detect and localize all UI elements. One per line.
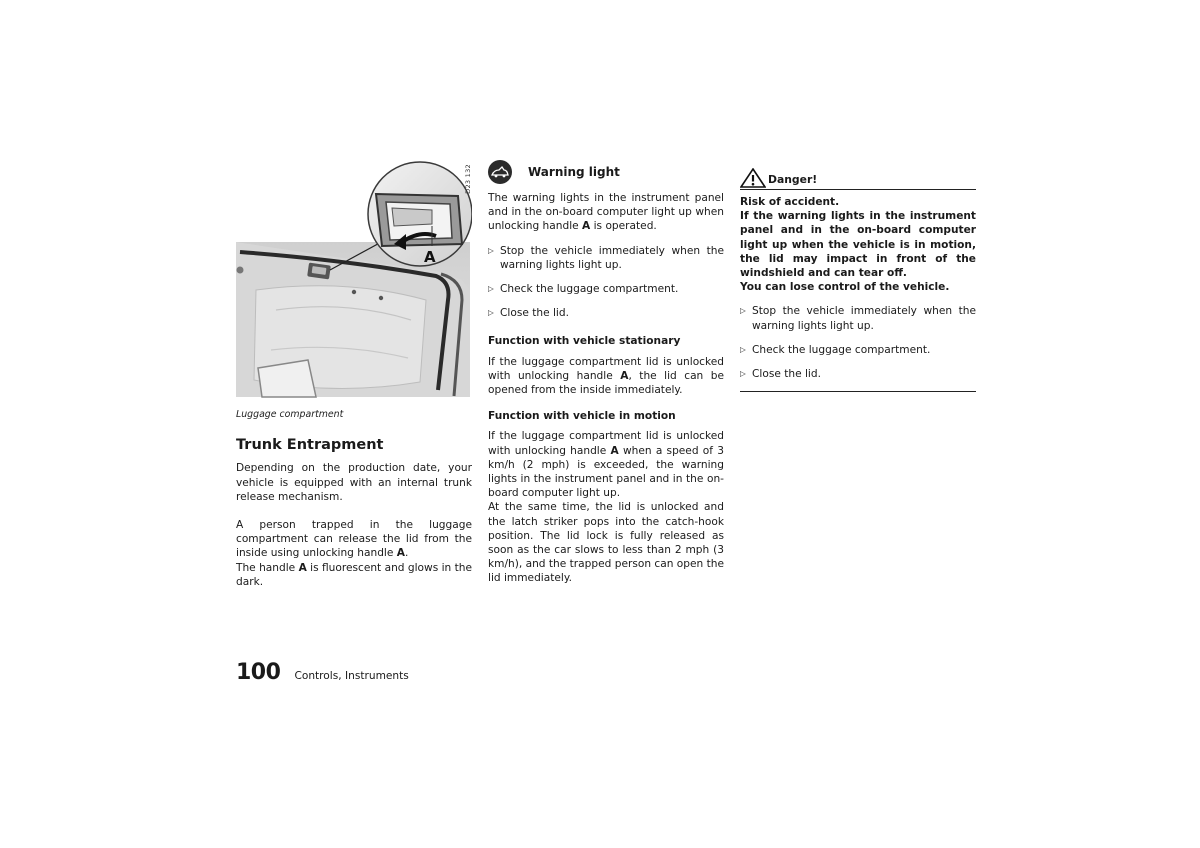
middle-column (488, 160, 724, 586)
danger-body (740, 195, 976, 294)
list-item: ▷ Stop the vehicle immediately when the warning lights light up. (740, 305, 976, 332)
warning-triangle-icon (740, 168, 766, 188)
warning-steps (488, 244, 724, 321)
list-item: ▷ Close the lid. (488, 307, 569, 320)
triangle-bullet-icon: ▷ (488, 245, 494, 255)
triangle-bullet-icon: ▷ (488, 284, 494, 294)
danger-line-1: Risk of accident. (740, 196, 840, 208)
handle-label-a: A (424, 248, 436, 266)
motion-paragraph-1: If the luggage compartment lid is unlocked with unlocking handle A when a speed of 3 km/h (2 mph) is exceeded, the warning lights in the instrument panel and in the on-board computer light up. (488, 430, 724, 500)
list-item: ▷ Stop the vehicle immediately when the warning lights light up. (488, 244, 724, 271)
warning-light-title: Warning light (528, 164, 620, 179)
figure-caption: Luggage compartment (236, 409, 344, 420)
list-item: ▷ Close the lid. (740, 368, 821, 381)
page-number: 100 (236, 660, 281, 685)
luggage-compartment-illustration (236, 160, 472, 398)
list-item: ▷ Check the luggage compartment. (488, 283, 679, 296)
triangle-bullet-icon: ▷ (740, 369, 746, 379)
page-footer (236, 660, 409, 685)
motion-paragraph-2: At the same time, the lid is unlocked and the latch striker pops into the catch-hook position. The lid lock is fully released as soon as the car slows to less than 2 mph (3 km/h), and the trapped person can open the lid immediately. (488, 501, 724, 585)
trunk-paragraph-2: A person trapped in the luggage compartment can release the lid from the inside using unlocking handle A. (236, 519, 472, 560)
trunk-open-warning-icon (488, 160, 512, 184)
triangle-bullet-icon: ▷ (740, 344, 746, 354)
motion-heading: Function with vehicle in motion (488, 410, 676, 423)
danger-title: Danger! (768, 173, 818, 186)
trunk-paragraph-3: The handle A is fluorescent and glows in the dark. (236, 561, 473, 588)
right-column (740, 160, 976, 392)
stationary-paragraph: If the luggage compartment lid is unlocked with unlocking handle A, the lid can be opened from the inside immediately. (488, 355, 724, 397)
danger-header (740, 160, 976, 190)
section-title: Trunk Entrapment (236, 437, 384, 454)
trunk-paragraph-1: Depending on the production date, your vehicle is equipped with an internal trunk release mechanism. (236, 462, 472, 503)
danger-steps (740, 304, 976, 381)
danger-bottom-rule (740, 381, 976, 392)
luggage-compartment-figure (236, 160, 472, 398)
warning-paragraph: The warning lights in the instrument panel and in the on-board computer light up when unlocking handle A is operated. (488, 192, 724, 233)
danger-line-2: If the warning lights in the instrument panel and in the on-board computer light up when the vehicle is in motion, the lid may impact in front of the windshield and can tear off. (740, 210, 976, 280)
figure-code: D23 132 (464, 164, 472, 194)
triangle-bullet-icon: ▷ (488, 308, 494, 318)
left-column (236, 160, 472, 589)
section-name: Controls, Instruments (294, 670, 409, 682)
triangle-bullet-icon: ▷ (740, 306, 746, 316)
list-item: ▷ Check the luggage compartment. (740, 343, 931, 356)
danger-line-3: You can lose control of the vehicle. (740, 281, 950, 294)
stationary-heading: Function with vehicle stationary (488, 335, 681, 348)
warning-light-header (488, 160, 724, 184)
